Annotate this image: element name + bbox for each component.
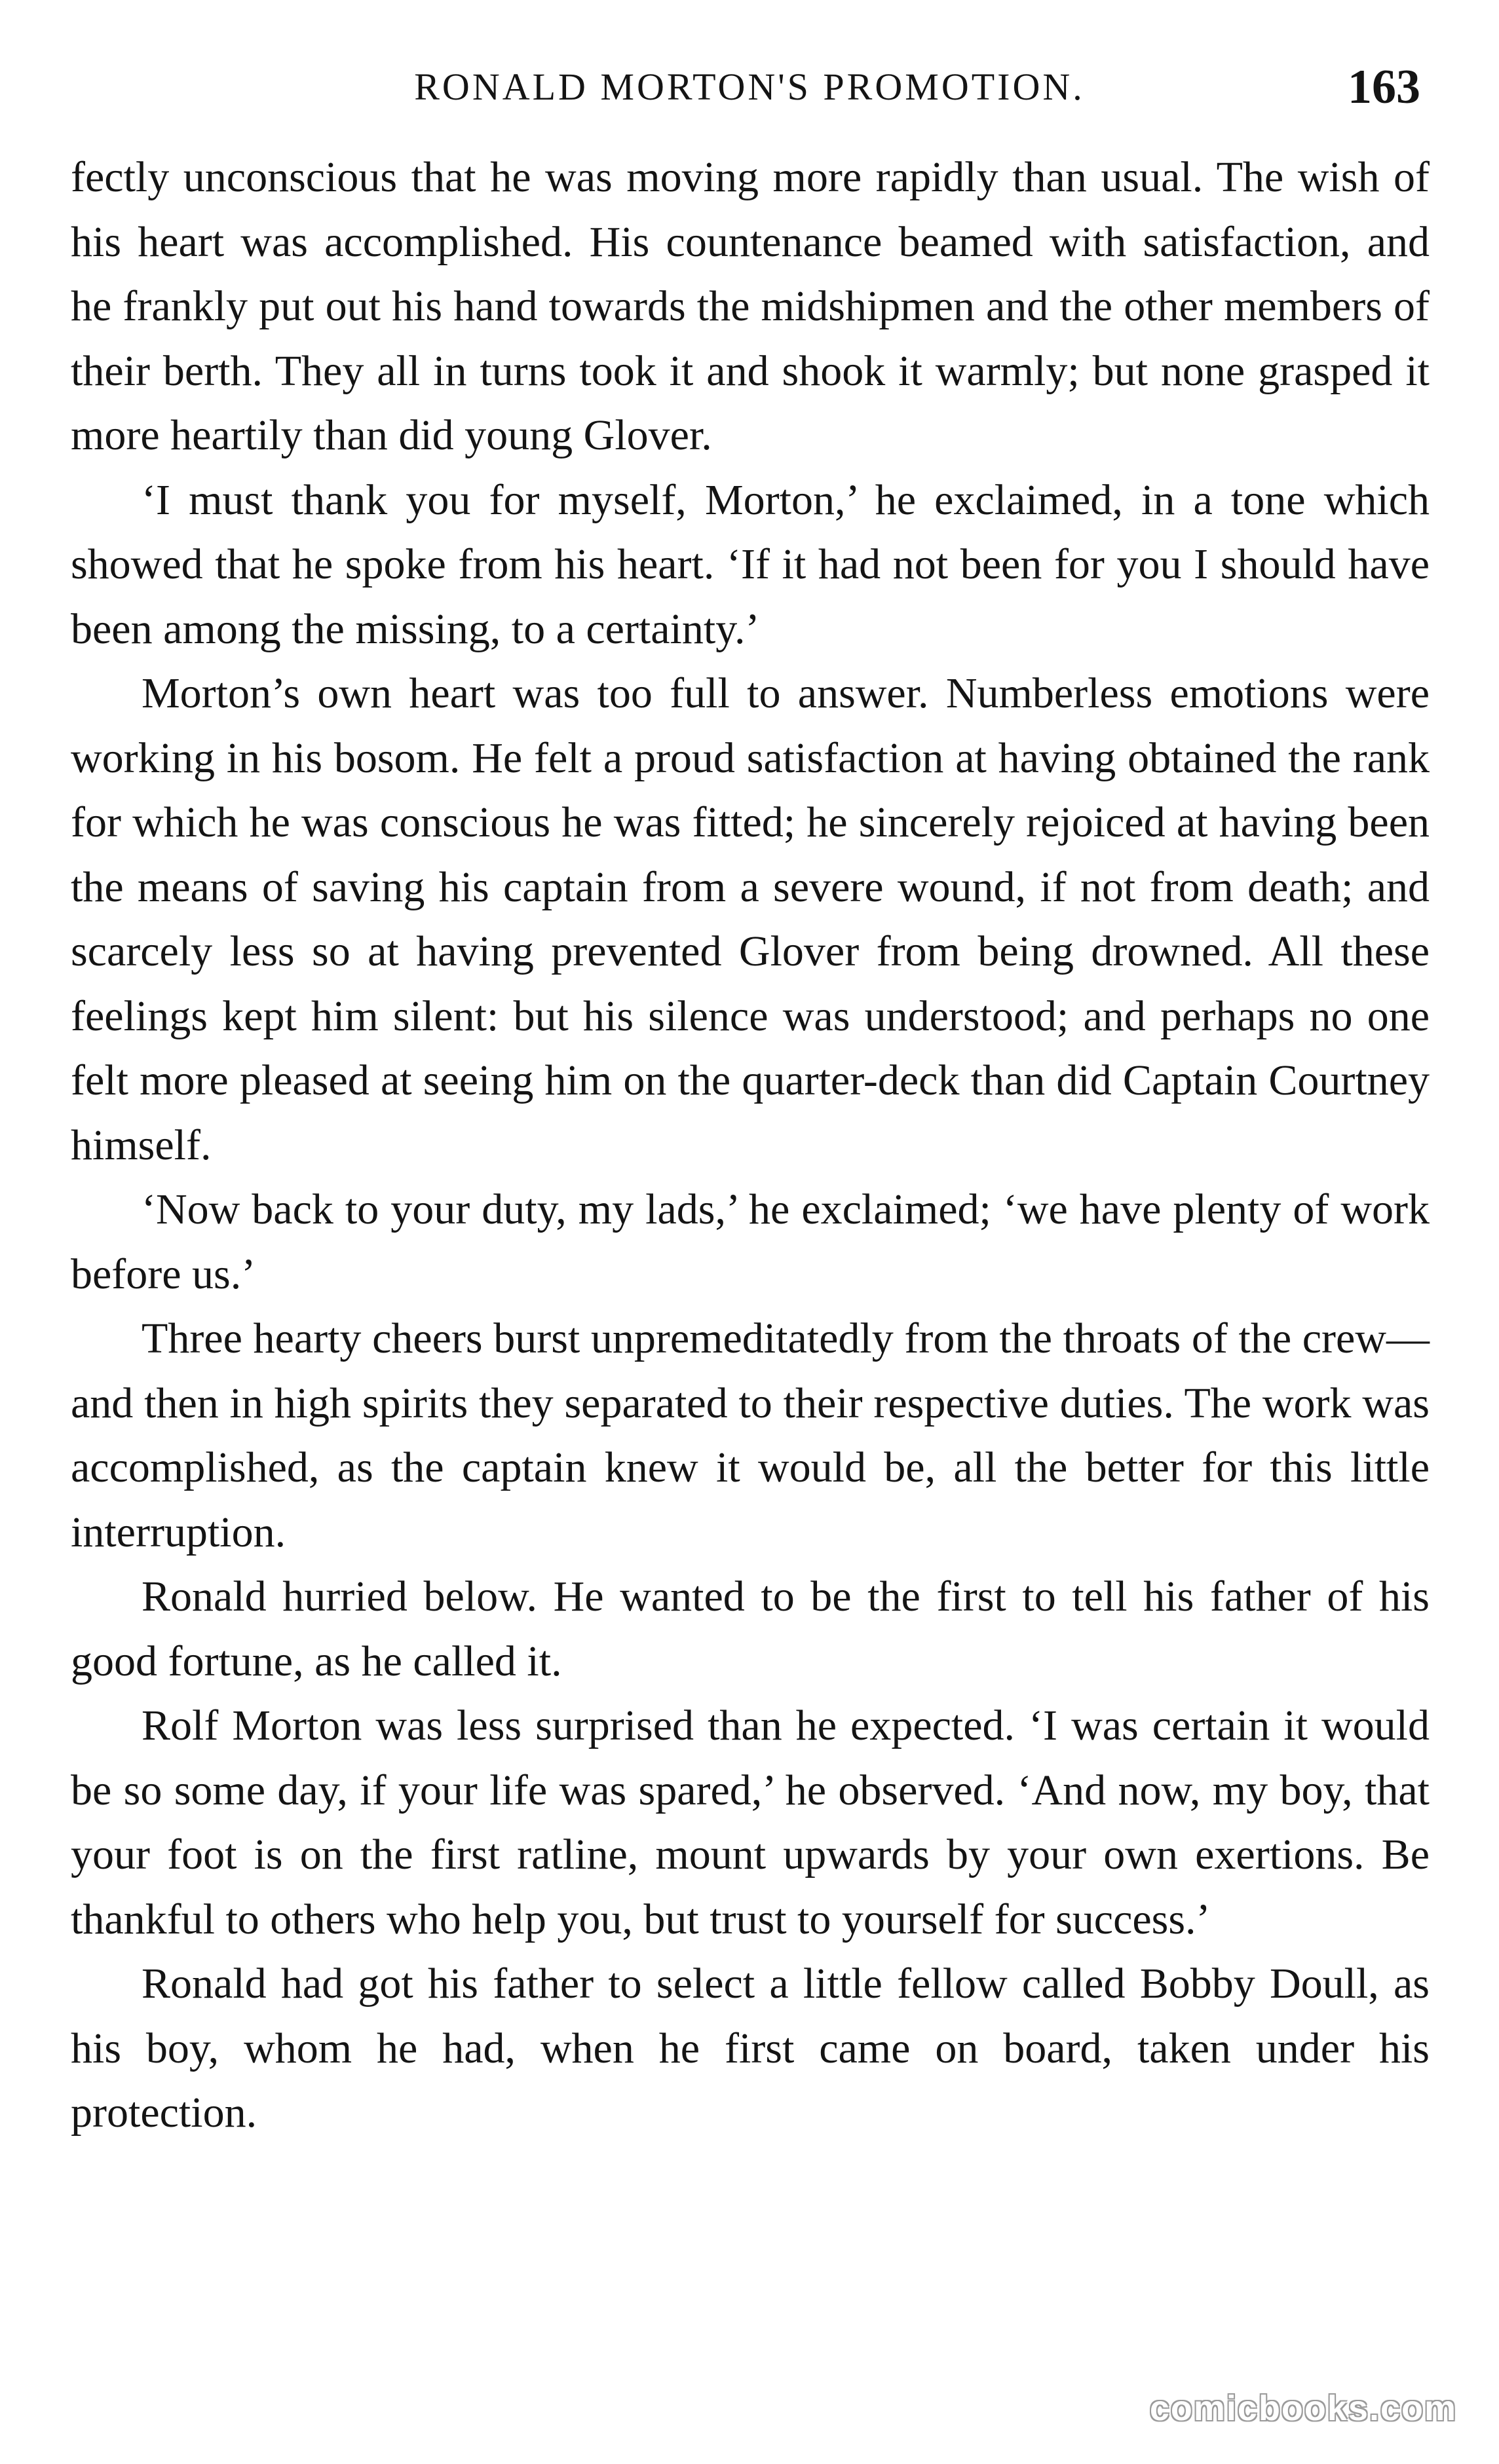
page-number: 163 [1348,60,1420,114]
paragraph: Ronald hurried below. He wanted to be the first to tell his father of his good fortune, as he called it. [71,1573,1430,1685]
paragraph: ‘Now back to your duty, my lads,’ he exclaimed; ‘we have plenty of work before us.’ [71,1185,1430,1298]
paragraph: Rolf Morton was less surprised than he expected. ‘I was certain it would be so some day, if your life was spared,’ he observed. ‘And now, my boy, that your foot is on the first ratline, mount upwards by your own exertions. Be thankful to others who help you, but trust to yourself for success.’ [71,1702,1430,1943]
paragraph: ‘I must thank you for myself, Morton,’ he exclaimed, in a tone which showed that he spoke from his heart. ‘If it had not been for you I should have been among the missing, to a certainty.’ [71,476,1430,653]
paragraph: Ronald had got his father to select a little fellow called Bobby Doull, as his boy, whom he had, when he first came on board, taken under his protection. [71,1960,1430,2137]
running-title: RONALD MORTON'S PROMOTION. [414,65,1085,108]
body-text [71,145,1430,2146]
watermark: comicbooks.com [1149,2389,1457,2428]
paragraph-continuation: fectly unconscious that he was moving more rapidly than usual. The wish of his heart was accomplished. His countenance beamed with satisfaction, and he frankly put out his hand towards the midshipmen and the other members of their berth. They all in turns took it and shook it warmly; but none grasped it more heartily than did young Glover. [71,153,1430,459]
running-head [66,51,1433,123]
paragraph: Morton’s own heart was too full to answer. Numberless emotions were working in his bosom. He felt a proud satisfaction at having obtained the rank for which he was conscious he was fitted; he sincerely rejoiced at having been the means of saving his captain from a severe wound, if not from death; and scarcely less so at having prevented Glover from being drowned. All these feelings kept him silent: but his silence was understood; and perhaps no one felt more pleased at seeing him on the quarter-deck than did Captain Courtney himself. [71,669,1430,1169]
paragraph: Three hearty cheers burst unpremeditatedly from the throats of the crew—and then in high spirits they separated to their respective duties. The work was accomplished, as the captain knew it would be, all the better for this little interruption. [71,1315,1430,1556]
